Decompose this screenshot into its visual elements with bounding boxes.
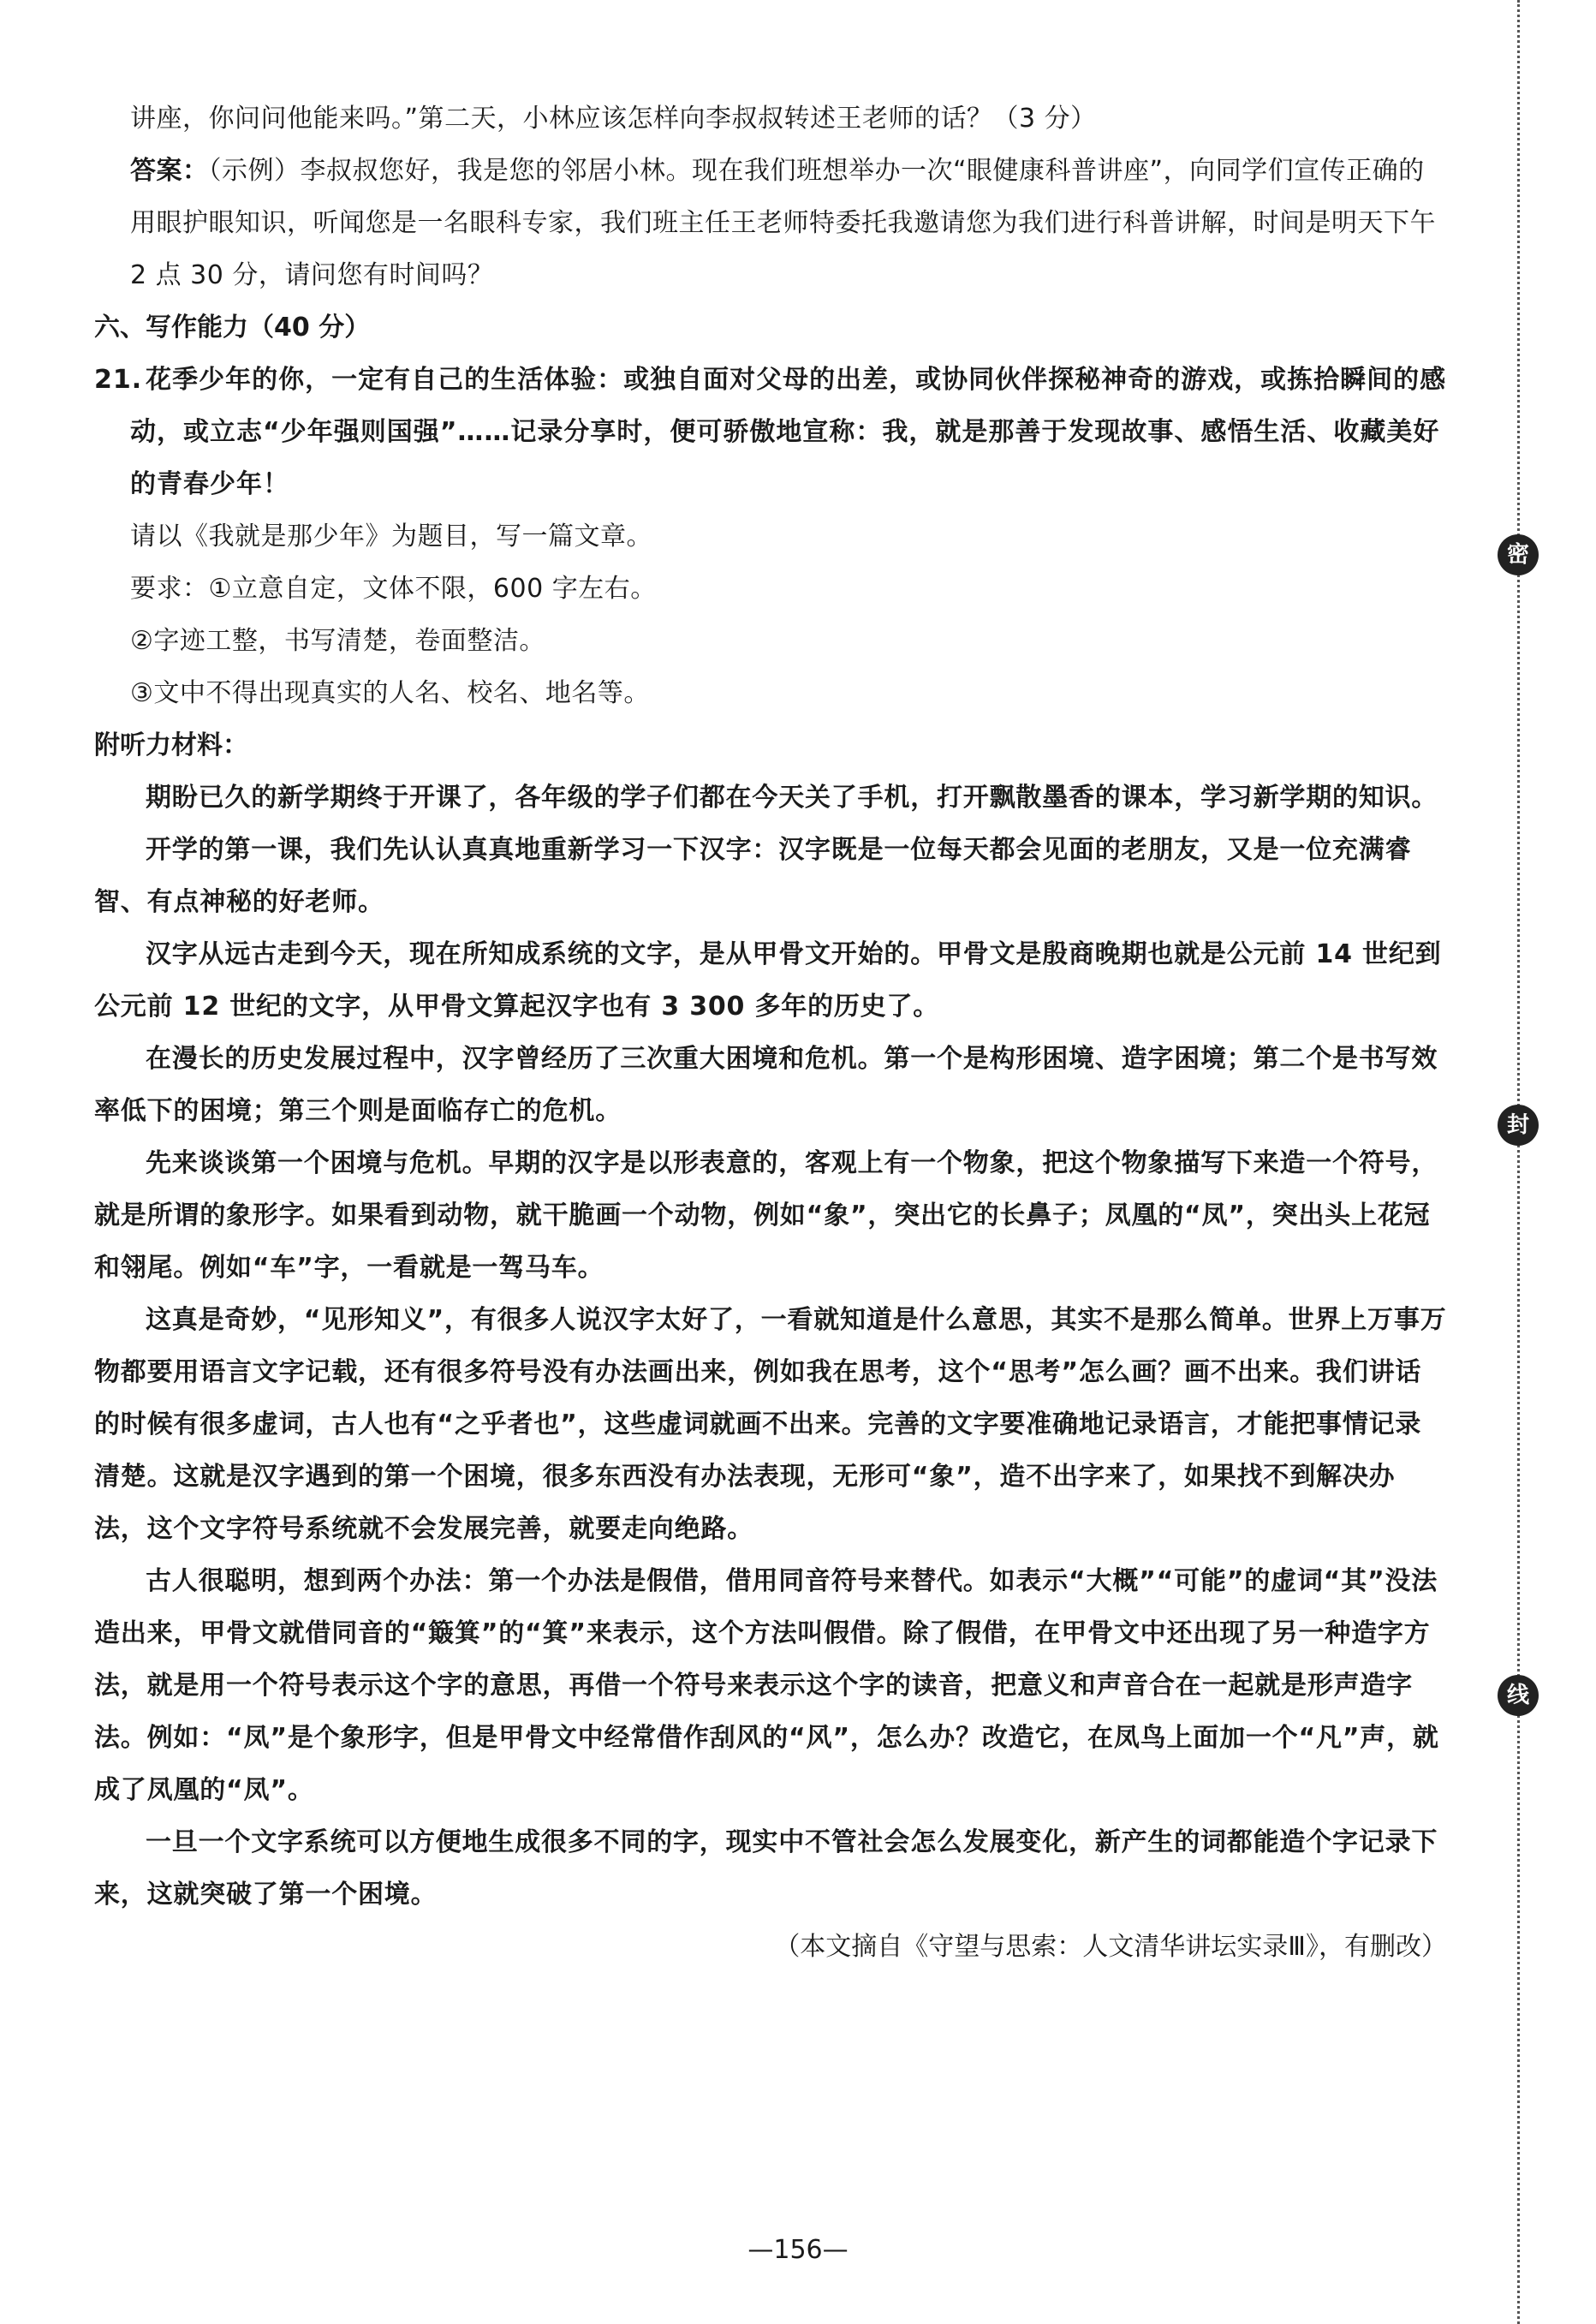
binding-mark-xian: 线 [1498,1675,1539,1716]
listening-paragraph: 开学的第一课，我们先认认真真地重新学习一下汉字：汉字既是一位每天都会见面的老朋友，又是一位充满睿智、有点神秘的好老师。 [94,835,1412,917]
answer-label: 答案： [130,156,209,186]
binding-dotted-line [1517,0,1520,2324]
writing-requirement-2: ②字迹工整，书写清楚，卷面整洁。 [130,626,545,656]
writing-requirement-3: ③文中不得出现真实的人名、校名、地名等。 [130,678,650,708]
answer-block [94,145,1447,301]
page-content [94,92,1447,1973]
writing-section-title: 六、写作能力（40 分） [94,313,371,343]
listening-paragraph: 期盼已久的新学期终于开课了，各年级的学子们都在今天关了手机，打开飘散墨香的课本，学习新学期的知识。 [146,783,1438,813]
question-continuation: 讲座，你问问他能来吗。”第二天，小林应该怎样向李叔叔转述王老师的话？（3 分） [130,104,1097,134]
listening-title: 附听力材料： [94,730,248,760]
writing-prompt-text: 花季少年的你，一定有自己的生活体验：或独自面对父母的出差，或协同伙伴探秘神奇的游戏，或拣拾瞬间的感动，或立志“少年强则国强”……记录分享时，便可骄傲地宣称：我，就是那善于发现故事、感悟生活、收藏美好的青春少年！ [130,365,1447,499]
page-number: —156— [747,2235,849,2265]
listening-paragraph: 先来谈谈第一个困境与危机。早期的汉字是以形表意的，客观上有一个物象，把这个物象描写下来造一个符号，就是所谓的象形字。如果看到动物，就干脆画一个动物，例如“象”，突出它的长鼻子；凤凰的“凤”，突出头上花冠和翎尾。例如“车”字，一看就是一驾马车。 [94,1148,1438,1283]
writing-prompt [94,354,1447,510]
listening-paragraph: 一旦一个文字系统可以方便地生成很多不同的字，现实中不管社会怎么发展变化，新产生的词都能造个字记录下来，这就突破了第一个困境。 [94,1827,1438,1910]
listening-paragraph: 这真是奇妙，“见形知义”，有很多人说汉字太好了，一看就知道是什么意思，其实不是那么简单。世界上万事万物都要用语言文字记载，还有很多符号没有办法画出来，例如我在思考，这个“思考”怎么画？画不出来。我们讲话的时候有很多虚词，古人也有“之乎者也”，这些虚词就画不出来。完善的文字要准确地记录语言，才能把事情记录清楚。这就是汉字遇到的第一个困境，很多东西没有办法表现，无形可“象”，造不出字来了，如果找不到解决办法，这个文字符号系统就不会发展完善，就要走向绝路。 [94,1305,1447,1544]
source-citation: （本文摘自《守望与思索：人文清华讲坛实录Ⅲ》，有删改） [774,1932,1447,1962]
binding-mark-feng: 封 [1498,1105,1539,1146]
writing-instruction: 请以《我就是那少年》为题目，写一篇文章。 [130,521,652,551]
question-number: 21. [94,365,143,395]
listening-paragraph: 古人很聪明，想到两个办法：第一个办法是假借，借用同音符号来替代。如表示“大概”“可能”的虚词“其”没法造出来，甲骨文就借同音的“簸箕”的“箕”来表示，这个方法叫假借。除了假借，在甲骨文中还出现了另一种造字方法，就是用一个符号表示这个字的意思，再借一个符号来表示这个字的读音，把意义和声音合在一起就是形声造字法。例如：“凤”是个象形字，但是甲骨文中经常借作刮风的“风”，怎么办？改造它，在凤鸟上面加一个“凡”声，就成了凤凰的“凤”。 [94,1566,1439,1805]
writing-requirement-1: 要求：①立意自定，文体不限，600 字左右。 [130,574,657,604]
listening-paragraph: 在漫长的历史发展过程中，汉字曾经历了三次重大困境和危机。第一个是构形困境、造字困境；第二个是书写效率低下的困境；第三个则是面临存亡的危机。 [94,1044,1438,1126]
binding-mark-mi: 密 [1498,534,1539,575]
answer-text: （示例）李叔叔您好，我是您的邻居小林。现在我们班想举办一次“眼健康科普讲座”，向同学们宣传正确的用眼护眼知识，听闻您是一名眼科专家，我们班主任王老师特委托我邀请您为我们进行科普讲解，时间是明天下午 2 点 30 分，请问您有时间吗？ [130,156,1436,290]
listening-paragraph: 汉字从远古走到今天，现在所知成系统的文字，是从甲骨文开始的。甲骨文是殷商晚期也就是公元前 14 世纪到公元前 12 世纪的文字，从甲骨文算起汉字也有 3 300 多年的历史了。 [94,939,1442,1022]
